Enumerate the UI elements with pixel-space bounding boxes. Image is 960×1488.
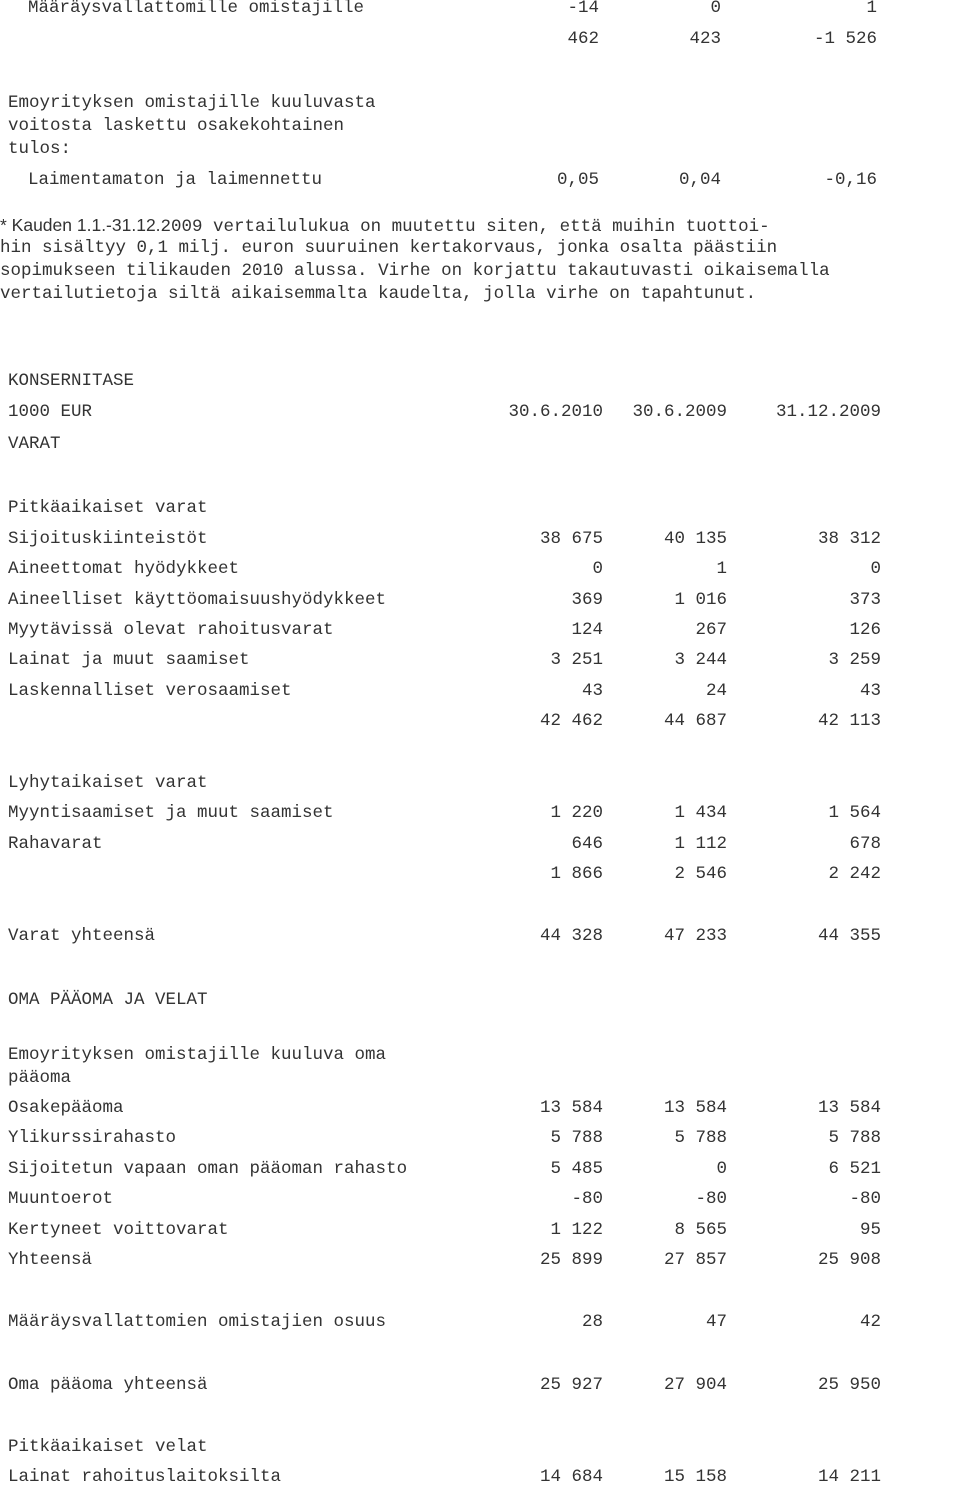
varat-label: VARAT [8, 434, 61, 454]
minority-profit-label: Määräysvallattomille omistajille [28, 0, 365, 18]
noncurrent-row-label: Lainat ja muut saamiset [8, 650, 250, 670]
equity-row-label: Ylikurssirahasto [8, 1128, 177, 1148]
noncurrent-row-label: Laskennalliset verosaamiset [8, 681, 292, 701]
noncurrent-row-value-2: 24 [705, 681, 727, 701]
eps-value-3: -0,16 [824, 170, 877, 190]
equity-row-value-3: 13 584 [817, 1098, 881, 1118]
col-header-3: 31.12.2009 [775, 402, 881, 422]
assets-total-value-3: 44 355 [817, 926, 881, 946]
current-row-value-3: 678 [849, 834, 881, 854]
equity-row-value-1: -80 [571, 1189, 603, 1209]
col-header-2: 30.6.2009 [632, 402, 727, 422]
equity-row-value-2: 8 565 [674, 1220, 727, 1240]
liab-row-value-1: 14 684 [539, 1467, 603, 1487]
parent-equity-heading-line-1: Emoyrityksen omistajille kuuluva oma [8, 1045, 387, 1065]
current-row-value-1: 1 220 [550, 803, 603, 823]
minority-value-3: 42 [859, 1312, 881, 1332]
noncurrent-row-value-1: 369 [571, 590, 603, 610]
footnote-line-3-b: Virhe on korjattu takautuvasti oikaisemalla [378, 261, 830, 281]
equity-row-value-3: -80 [849, 1189, 881, 1209]
equity-total-value-3: 25 950 [817, 1375, 881, 1395]
noncurrent-row-value-3: 126 [849, 620, 881, 640]
minority-value-1: 28 [581, 1312, 603, 1332]
col-header-1: 30.6.2010 [508, 402, 603, 422]
noncurrent-row-value-2: 40 135 [663, 529, 727, 549]
equity-row-value-1: 13 584 [539, 1098, 603, 1118]
noncurrent-row-value-1: 3 251 [550, 650, 603, 670]
eps-heading-line-2: voitosta laskettu osakekohtainen [8, 116, 345, 136]
noncurrent-total-1: 42 462 [539, 711, 603, 731]
eps-value-1: 0,05 [556, 170, 599, 190]
equity-row-value-2: 13 584 [663, 1098, 727, 1118]
footnote-line-4: vertailutietoja siltä aikaisemmalta kaudelta, jolla virhe on tapahtunut. [0, 284, 757, 304]
minority-value-2: 47 [705, 1312, 727, 1332]
equity-total-value-2: 27 904 [663, 1375, 727, 1395]
equity-row-label: Muuntoerot [8, 1189, 114, 1209]
equity-total-label: Oma pääoma yhteensä [8, 1375, 208, 1395]
noncurrent-row-label: Aineettomat hyödykkeet [8, 559, 240, 579]
liab-row-label: Lainat rahoituslaitoksilta [8, 1467, 282, 1487]
assets-total-value-2: 47 233 [663, 926, 727, 946]
noncurrent-row-value-3: 43 [859, 681, 881, 701]
minority-profit-value-3: 1 [866, 0, 877, 18]
subtotal-value-2: 423 [689, 29, 721, 49]
current-row-value-1: 646 [571, 834, 603, 854]
noncurrent-row-label: Myytävissä olevat rahoitusvarat [8, 620, 334, 640]
equity-row-value-1: 1 122 [550, 1220, 603, 1240]
eps-heading-line-3: tulos: [8, 139, 72, 159]
liab-row-value-3: 14 211 [817, 1467, 881, 1487]
subtotal-value-1: 462 [567, 29, 599, 49]
footnote-line-1-a: * Kauden 1.1.-31.12. [0, 215, 161, 235]
noncurrent-row-value-2: 1 [716, 559, 727, 579]
noncurrent-row-value-3: 0 [870, 559, 881, 579]
minority-profit-value-2: 0 [710, 0, 721, 18]
equity-row-value-3: 95 [859, 1220, 881, 1240]
current-total-1: 1 866 [550, 864, 603, 884]
equity-row-label: Yhteensä [8, 1250, 93, 1270]
subtotal-value-3: -1 526 [813, 29, 877, 49]
current-row-label: Myyntisaamiset ja muut saamiset [8, 803, 334, 823]
minority-label: Määräysvallattomien omistajien osuus [8, 1312, 387, 1332]
noncurrent-row-value-3: 38 312 [817, 529, 881, 549]
footnote-line-1-b: 2009 vertailulukua on muutettu siten, että muihin tuottoi- [160, 217, 770, 237]
current-heading: Lyhytaikaiset varat [8, 773, 208, 793]
noncurrent-heading: Pitkäaikaiset varat [8, 498, 208, 518]
footnote-line-3 [0, 260, 830, 282]
noncurrent-row-value-2: 267 [695, 620, 727, 640]
noncurrent-row-label: Aineelliset käyttöomaisuushyödykkeet [8, 590, 387, 610]
assets-total-value-1: 44 328 [539, 926, 603, 946]
equity-row-value-1: 5 788 [550, 1128, 603, 1148]
equity-row-value-2: -80 [695, 1189, 727, 1209]
parent-equity-heading-line-2: pääoma [8, 1068, 72, 1088]
noncurrent-row-value-1: 124 [571, 620, 603, 640]
noncurrent-row-value-3: 373 [849, 590, 881, 610]
equity-row-label: Osakepääoma [8, 1098, 124, 1118]
equity-total-value-1: 25 927 [539, 1375, 603, 1395]
assets-total-label: Varat yhteensä [8, 926, 156, 946]
equity-row-label: Kertyneet voittovarat [8, 1220, 229, 1240]
noncurrent-row-value-2: 1 016 [674, 590, 727, 610]
noncurrent-total-3: 42 113 [817, 711, 881, 731]
footnote-line-2 [0, 237, 777, 259]
eps-value-2: 0,04 [678, 170, 721, 190]
current-total-2: 2 546 [674, 864, 727, 884]
equity-row-value-1: 5 485 [550, 1159, 603, 1179]
current-row-value-2: 1 112 [674, 834, 727, 854]
liab-row-value-2: 15 158 [663, 1467, 727, 1487]
minority-profit-value-1: -14 [567, 0, 599, 18]
footnote-line-3-a: sopimukseen tilikauden 2010 alussa. [0, 261, 379, 281]
balance-unit: 1000 EUR [8, 402, 93, 422]
balance-title: KONSERNITASE [8, 371, 135, 391]
noncurrent-row-label: Sijoituskiinteistöt [8, 529, 208, 549]
current-row-value-3: 1 564 [828, 803, 881, 823]
footnote-line-2-a: hin sisältyy 0,1 milj. [0, 238, 242, 258]
noncurrent-row-value-3: 3 259 [828, 650, 881, 670]
noncurrent-total-2: 44 687 [663, 711, 727, 731]
equity-row-value-3: 25 908 [817, 1250, 881, 1270]
equity-row-value-3: 5 788 [828, 1128, 881, 1148]
current-total-3: 2 242 [828, 864, 881, 884]
noncurrent-liabilities-heading: Pitkäaikaiset velat [8, 1437, 208, 1457]
footnote-line-1 [0, 214, 770, 238]
noncurrent-row-value-2: 3 244 [674, 650, 727, 670]
eps-heading-line-1: Emoyrityksen omistajille kuuluvasta [8, 93, 376, 113]
footnote-line-2-b: euron suuruinen kertakorvaus, jonka osalta päästiin [241, 238, 778, 258]
equity-liabilities-heading: OMA PÄÄOMA JA VELAT [8, 990, 208, 1010]
equity-row-value-2: 5 788 [674, 1128, 727, 1148]
current-row-value-2: 1 434 [674, 803, 727, 823]
eps-row-label: Laimentamaton ja laimennettu [28, 170, 323, 190]
equity-row-value-2: 27 857 [663, 1250, 727, 1270]
equity-row-value-1: 25 899 [539, 1250, 603, 1270]
noncurrent-row-value-1: 0 [592, 559, 603, 579]
noncurrent-row-value-1: 43 [581, 681, 603, 701]
equity-row-value-2: 0 [716, 1159, 727, 1179]
current-row-label: Rahavarat [8, 834, 103, 854]
equity-row-label: Sijoitetun vapaan oman pääoman rahasto [8, 1159, 408, 1179]
noncurrent-row-value-1: 38 675 [539, 529, 603, 549]
equity-row-value-3: 6 521 [828, 1159, 881, 1179]
